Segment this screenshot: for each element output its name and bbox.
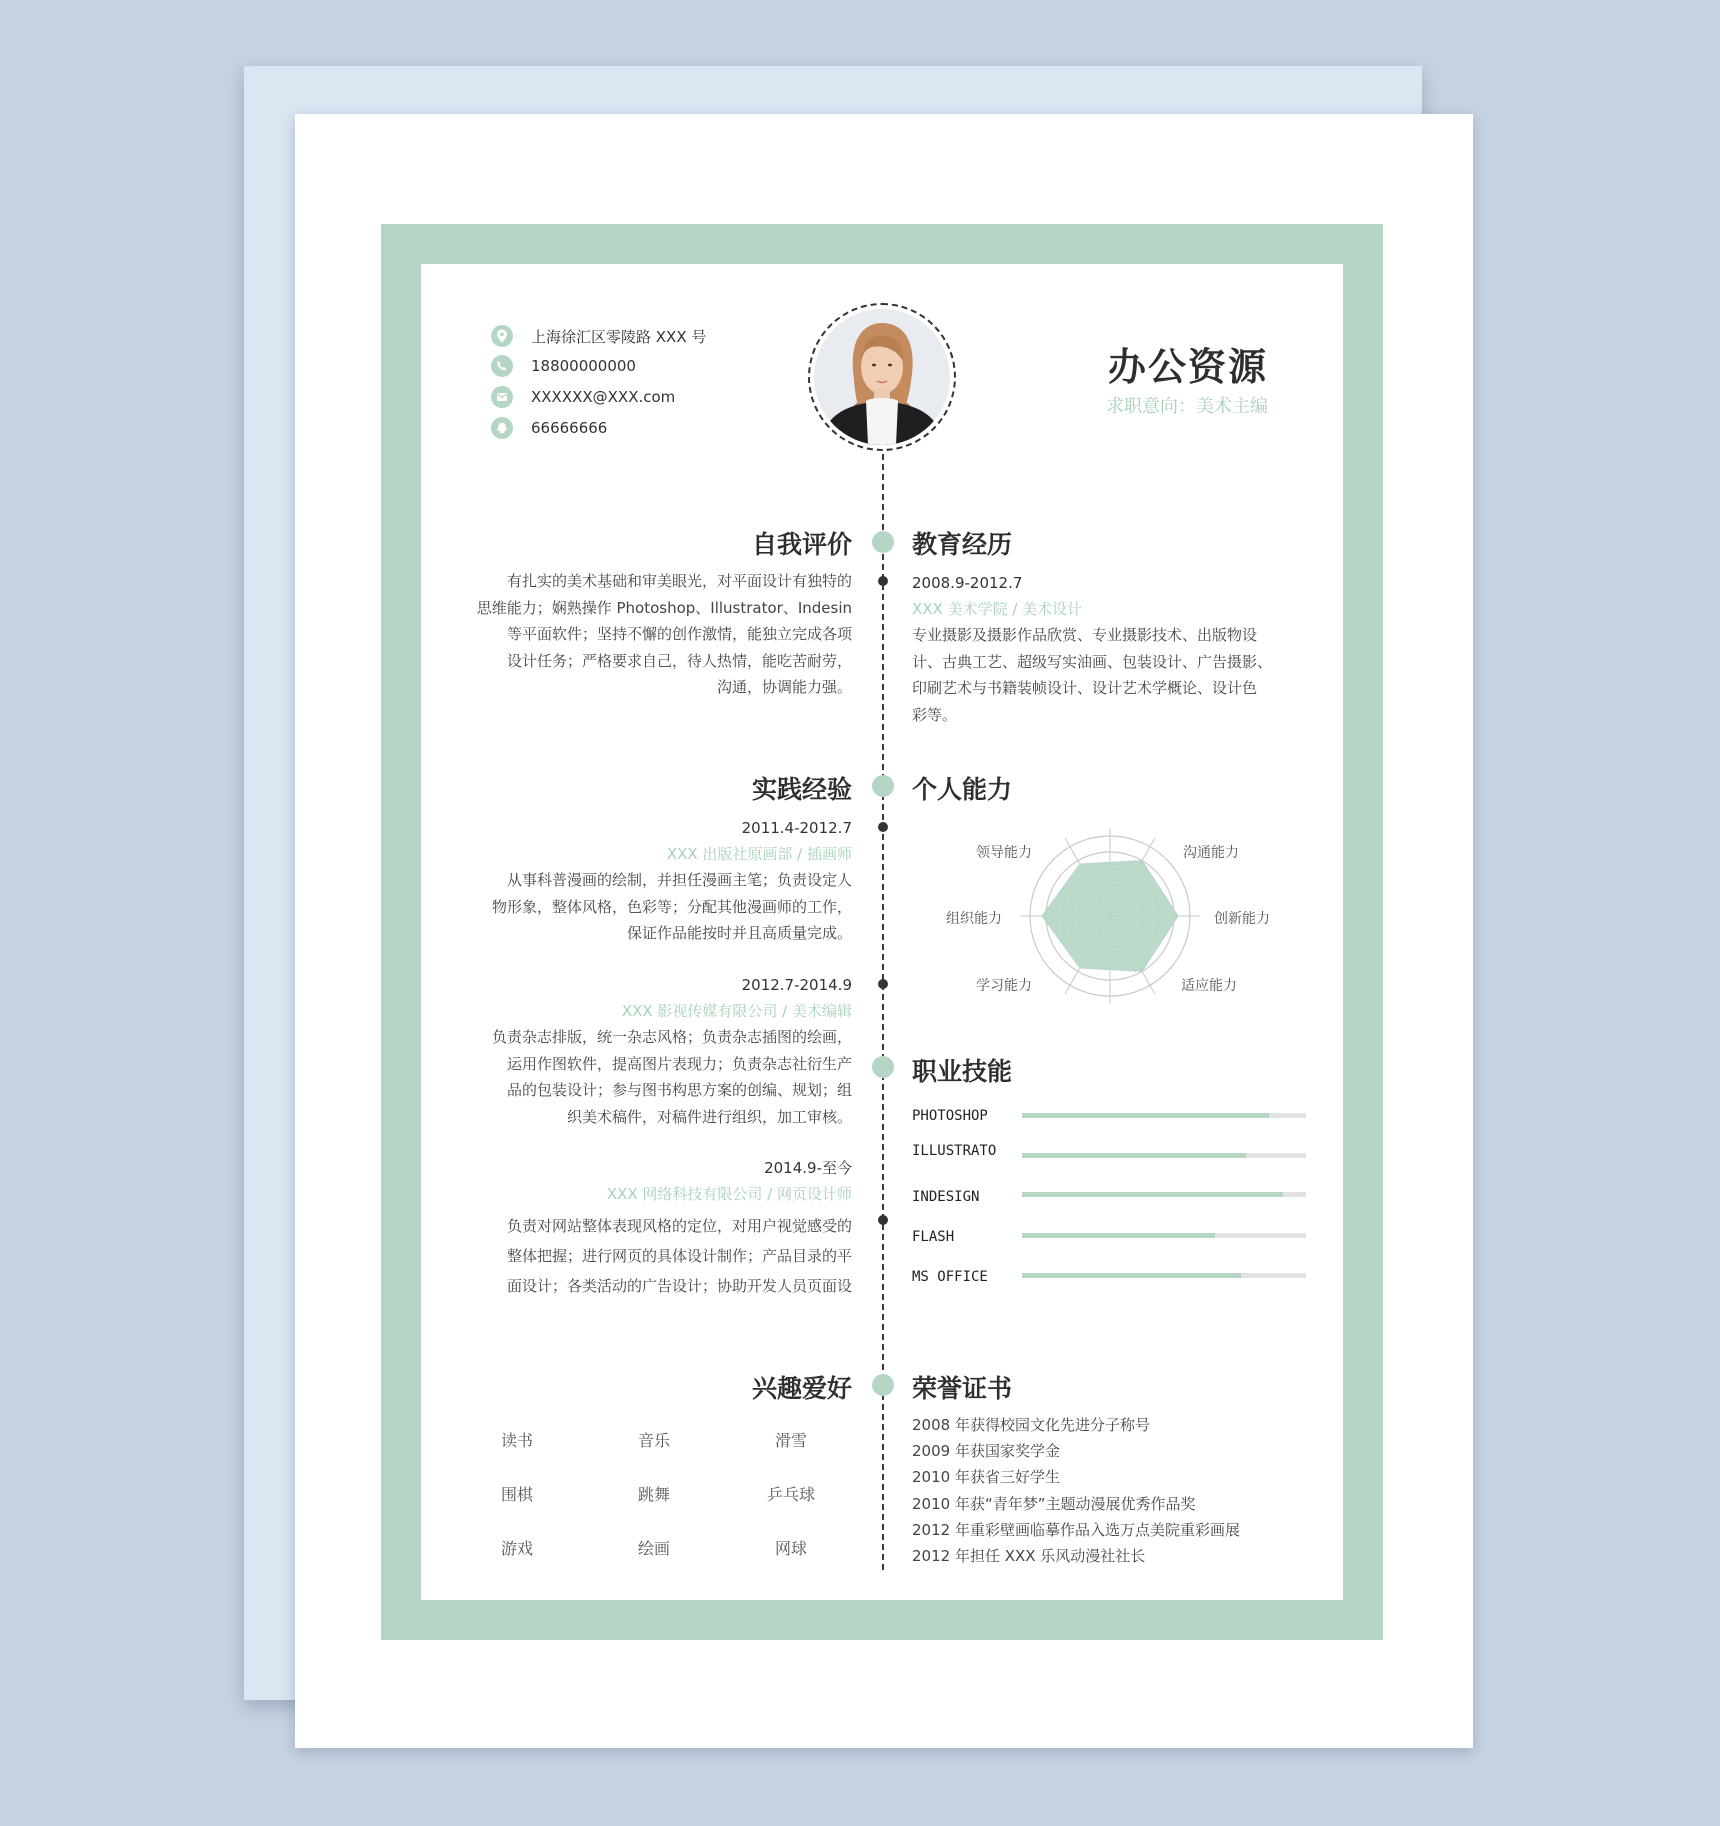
skill-bar-fill xyxy=(1022,1153,1246,1158)
skill-name: FLASH xyxy=(912,1229,955,1245)
hobby-item: 滑雪 xyxy=(774,1431,807,1450)
text-line: 沟通，协调能力强。 xyxy=(716,678,852,696)
skill-name: PHOTOSHOP xyxy=(912,1108,988,1124)
section-title-education: 教育经历 xyxy=(912,530,1013,559)
radar-label: 学习能力 xyxy=(976,978,1032,994)
text-line: 品的包装设计；参与图书构思方案的创编、规划；组 xyxy=(506,1081,852,1099)
skill-bar-fill xyxy=(1022,1192,1283,1197)
timeline-dot xyxy=(872,1374,894,1396)
honor-item: 2008 年获得校园文化先进分子称号 xyxy=(912,1416,1150,1434)
honor-item: 2012 年重彩壁画临摹作品入选万点美院重彩画展 xyxy=(912,1521,1240,1539)
skill-name: MS OFFICE xyxy=(912,1269,988,1285)
skill-name: ILLUSTRATO xyxy=(912,1143,997,1159)
timeline-dot xyxy=(872,531,894,553)
experience-item-1 xyxy=(452,815,852,947)
experience-item-2 xyxy=(452,972,852,1130)
honor-item: 2010 年获“青年梦”主题动漫展优秀作品奖 xyxy=(912,1495,1196,1513)
text-line: 整体把握；进行网页的具体设计制作；产品目录的平 xyxy=(506,1247,852,1265)
text-line: 彩等。 xyxy=(912,705,958,724)
contact-text: XXXXXX@XXX.com xyxy=(531,388,676,406)
qq-icon xyxy=(491,417,513,439)
timeline-small-dot xyxy=(878,979,888,989)
experience-date: 2014.9-至今 xyxy=(764,1159,852,1177)
contact-qq xyxy=(491,416,607,440)
education-block xyxy=(912,570,1312,728)
timeline-dot xyxy=(872,775,894,797)
text-line: 思维能力；娴熟操作 Photoshop、Illustrator、Indesin xyxy=(476,598,852,617)
hobby-item: 围棋 xyxy=(500,1485,533,1504)
contact-text: 18800000000 xyxy=(531,357,636,375)
text-line: 专业摄影及摄影作品欣赏、专业摄影技术、出版物设 xyxy=(912,626,1258,644)
experience-org: XXX 影视传媒有限公司 / 美术编辑 xyxy=(621,1002,852,1020)
mail-icon xyxy=(491,386,513,408)
timeline-dot xyxy=(872,1056,894,1078)
education-org: XXX 美术学院 / 美术设计 xyxy=(912,600,1083,618)
timeline-line xyxy=(882,454,884,1570)
text-line: 印刷艺术与书籍装帧设计、设计艺术学概论、设计色 xyxy=(912,679,1258,697)
contact-text: 上海徐汇区零陵路 XXX 号 xyxy=(531,327,707,346)
radar-label: 适应能力 xyxy=(1181,978,1237,994)
experience-item-3 xyxy=(452,1155,852,1301)
ability-radar-chart xyxy=(1010,826,1210,1006)
text-line: 从事科普漫画的绘制，并担任漫画主笔；负责设定人 xyxy=(506,871,852,889)
section-title-ability: 个人能力 xyxy=(912,775,1013,804)
experience-org: XXX 网络科技有限公司 / 网页设计师 xyxy=(606,1185,852,1203)
hobby-item: 读书 xyxy=(500,1431,533,1450)
hobby-item: 绘画 xyxy=(637,1539,670,1558)
hobby-item: 网球 xyxy=(774,1539,807,1558)
timeline-small-dot xyxy=(878,822,888,832)
skill-bar xyxy=(1022,1113,1306,1118)
section-title-experience: 实践经验 xyxy=(751,775,852,804)
contact-phone xyxy=(491,354,636,378)
contact-email xyxy=(491,385,675,409)
section-title-self-eval: 自我评价 xyxy=(751,530,852,559)
text-line: 织美术稿件，对稿件进行组织，加工审核。 xyxy=(566,1107,852,1126)
candidate-name: 办公资源 xyxy=(1107,345,1268,389)
self-eval-text xyxy=(452,568,852,701)
section-title-hobbies: 兴趣爱好 xyxy=(751,1374,852,1403)
radar-label: 领导能力 xyxy=(976,845,1032,861)
skill-bar-fill xyxy=(1022,1113,1269,1118)
skill-name: INDESIGN xyxy=(912,1189,980,1205)
hobby-item: 游戏 xyxy=(500,1539,533,1558)
timeline-small-dot xyxy=(878,576,888,586)
contact-text: 66666666 xyxy=(531,419,608,437)
text-line: 计、古典工艺、超级写实油画、包装设计、广告摄影、 xyxy=(912,652,1273,671)
text-line: 负责对网站整体表现风格的定位，对用户视觉感受的 xyxy=(506,1217,852,1235)
text-line: 等平面软件；坚持不懈的创作激情，能独立完成各项 xyxy=(506,625,852,643)
avatar xyxy=(814,309,950,445)
text-line: 保证作品能按时并且高质量完成。 xyxy=(626,924,852,942)
text-line: 运用作图软件，提高图片表现力；负责杂志社衍生产 xyxy=(506,1054,852,1073)
phone-icon xyxy=(491,355,513,377)
job-intent: 求职意向：美术主编 xyxy=(1106,396,1268,417)
text-line: 设计任务；严格要求自己，待人热情，能吃苦耐劳， xyxy=(506,651,852,670)
radar-area xyxy=(1042,861,1178,972)
honor-item: 2012 年担任 XXX 乐风动漫社社长 xyxy=(912,1547,1146,1565)
radar-label: 组织能力 xyxy=(946,911,1002,927)
skill-bar xyxy=(1022,1273,1306,1278)
hobby-item: 乒乓球 xyxy=(766,1485,815,1504)
section-title-skills: 职业技能 xyxy=(912,1057,1013,1086)
honor-item: 2009 年获国家奖学金 xyxy=(912,1442,1060,1460)
text-line: 物形象，整体风格，色彩等；分配其他漫画师的工作， xyxy=(491,897,852,916)
hobby-item: 音乐 xyxy=(637,1431,670,1450)
honor-item: 2010 年获省三好学生 xyxy=(912,1468,1060,1486)
radar-label: 创新能力 xyxy=(1214,911,1270,927)
skill-bar xyxy=(1022,1233,1306,1238)
skill-bar xyxy=(1022,1192,1306,1197)
text-line: 负责杂志排版，统一杂志风格；负责杂志插图的绘画， xyxy=(491,1028,852,1046)
hobby-item: 跳舞 xyxy=(637,1485,670,1504)
education-date: 2008.9-2012.7 xyxy=(912,574,1023,592)
radar-label: 沟通能力 xyxy=(1183,845,1239,861)
section-title-honors: 荣誉证书 xyxy=(912,1374,1013,1403)
skill-bar-fill xyxy=(1022,1233,1215,1238)
experience-date: 2012.7-2014.9 xyxy=(741,976,852,994)
text-line: 面设计；各类活动的广告设计；协助开发人员页面设 xyxy=(506,1277,852,1295)
location-icon xyxy=(491,325,513,347)
timeline-small-dot xyxy=(878,1215,888,1225)
skill-bar xyxy=(1022,1153,1306,1158)
skill-bar-fill xyxy=(1022,1273,1241,1278)
experience-date: 2011.4-2012.7 xyxy=(741,819,852,837)
contact-address xyxy=(491,324,706,348)
experience-org: XXX 出版社原画部 / 插画师 xyxy=(666,845,852,863)
text-line: 有扎实的美术基础和审美眼光，对平面设计有独特的 xyxy=(506,572,852,590)
